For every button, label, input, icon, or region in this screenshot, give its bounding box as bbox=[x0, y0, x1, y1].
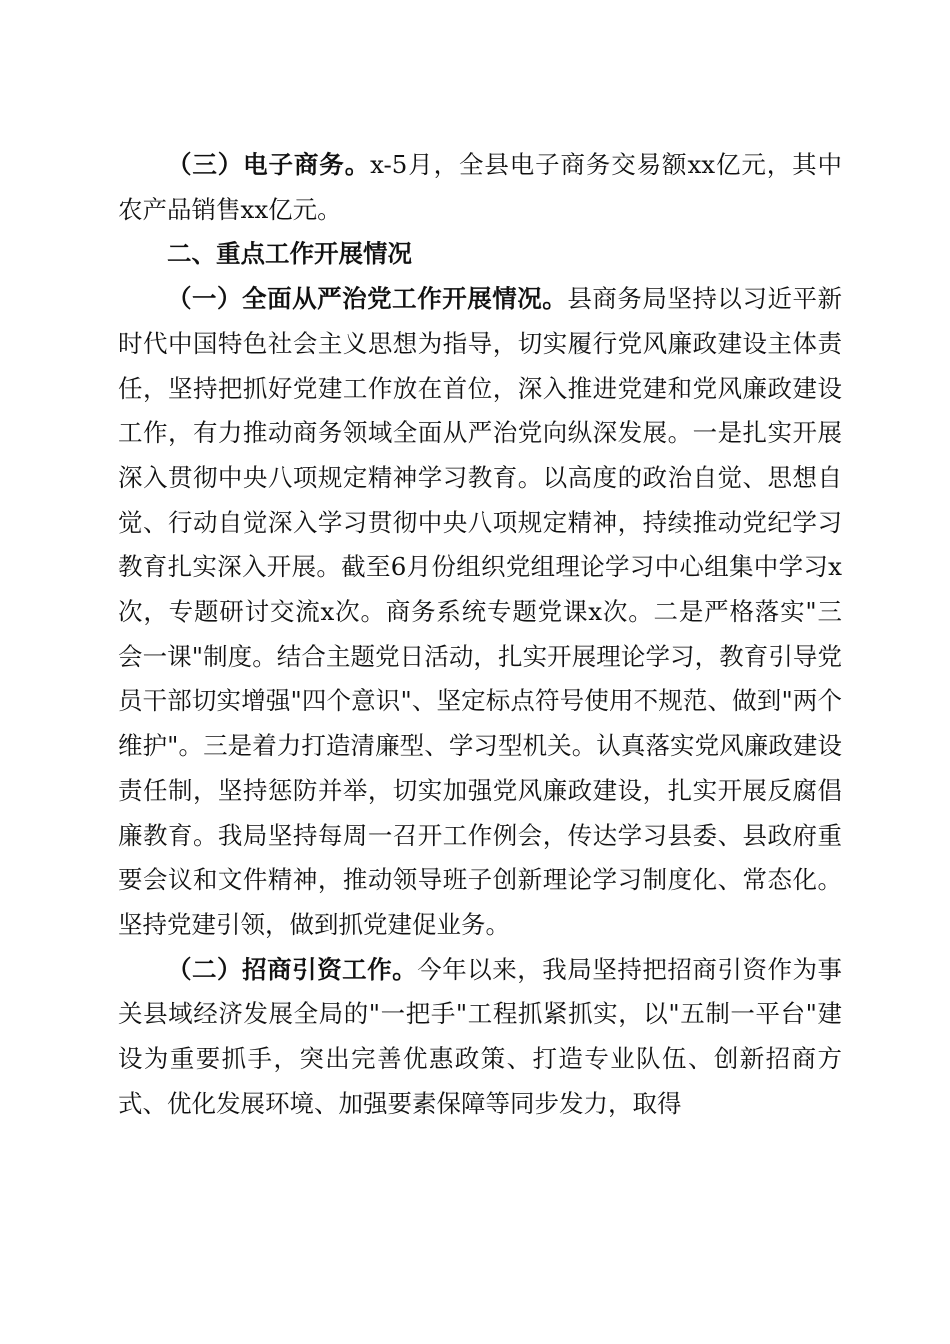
paragraph-party-governance bbox=[118, 277, 842, 948]
paragraph-lead: （三）电子商务。 bbox=[167, 150, 371, 179]
paragraph-body: 县商务局坚持以习近平新时代中国特色社会主义思想为指导，切实履行党风廉政建设主体责任，坚持把抓好党建工作放在首位，深入推进党建和党风廉政建设工作，有力推动商务领域全面从严治党向纵深发展。一是扎实开展深入贯彻中央八项规定精神学习教育。以高度的政治自觉、思想自觉、行动自觉深入学习贯彻中央八项规定精神，持续推动党纪学习教育扎实深入开展。截至6月份组织党组理论学习中心组集中学习x次，专题研讨交流x次。商务系统专题党课x次。二是严格落实"三会一课"制度。结合主题党日活动，扎实开展理论学习，教育引导党员干部切实增强"四个意识"、坚定标点符号使用不规范、做到"两个维护"。三是着力打造清廉型、学习型机关。认真落实党风廉政建设责任制，坚持惩防并举，切实加强党风廉政建设，扎实开展反腐倡廉教育。我局坚持每周一召开工作例会，传达学习县委、县政府重要会议和文件精神，推动领导班子创新理论学习制度化、常态化。坚持党建引领，做到抓党建促业务。 bbox=[118, 284, 843, 939]
section-heading: 二、重点工作开展情况 bbox=[167, 239, 412, 269]
document-body bbox=[118, 143, 842, 1126]
paragraph-body: 今年以来，我局坚持把招商引资作为事关县域经济发展全局的"一把手"工程抓紧抓实，以"五制一平台"建设为重要抓手，突出完善优惠政策、打造专业队伍、创新招商方式、优化发展环境、加强要素保障等同步发力，取得 bbox=[118, 954, 843, 1118]
paragraph-lead: （二）招商引资工作。 bbox=[167, 954, 418, 984]
paragraph-body: x-5月，全县电子商务交易额xx亿元，其中农产品销售xx亿元。 bbox=[118, 150, 842, 224]
paragraph-e-commerce bbox=[118, 143, 842, 232]
paragraph-lead: （一）全面从严治党工作开展情况。 bbox=[167, 284, 568, 314]
paragraph-investment-promotion bbox=[118, 948, 842, 1127]
